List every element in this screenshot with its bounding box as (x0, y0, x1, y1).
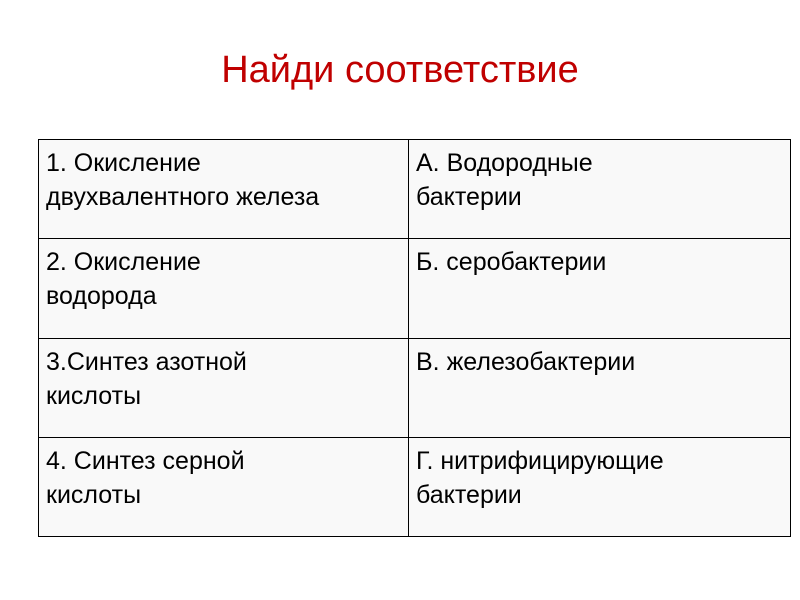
process-cell-1 (39, 140, 409, 239)
bacteria-cell-v (409, 338, 791, 437)
process-cell-3 (39, 338, 409, 437)
table-row (39, 239, 791, 338)
bacteria-cell-a (409, 140, 791, 239)
table-row (39, 437, 791, 536)
process-cell-4 (39, 437, 409, 536)
bacteria-b-line-1: Б. серобактерии (416, 248, 607, 277)
process-2-line-1: 2. Окисление (46, 248, 201, 277)
table-row (39, 140, 791, 239)
process-4-line-1: 4. Синтез серной (46, 446, 245, 475)
process-3-line-1: 3.Синтез азотной (46, 347, 247, 376)
table-row (39, 338, 791, 437)
bacteria-cell-b (409, 239, 791, 338)
process-cell-2 (39, 239, 409, 338)
process-1-line-2: двухвалентного железа (46, 183, 320, 211)
process-4-line-2: кислоты (46, 480, 142, 509)
bacteria-a-line-2: бактерии (416, 183, 522, 211)
slide-title: Найди соответствие (221, 49, 579, 91)
bacteria-v-line-1: В. железобактерии (416, 347, 636, 376)
process-3-line-2: кислоты (46, 381, 142, 410)
bacteria-a-line-1: А. Водородные (416, 149, 593, 177)
matching-table (38, 139, 791, 537)
bacteria-g-line-2: бактерии (416, 480, 522, 509)
process-1-line-1: 1. Окисление (46, 149, 201, 177)
bacteria-cell-g (409, 437, 791, 536)
process-2-line-2: водорода (46, 282, 157, 311)
bacteria-g-line-1: Г. нитрифицирующие (416, 446, 664, 475)
